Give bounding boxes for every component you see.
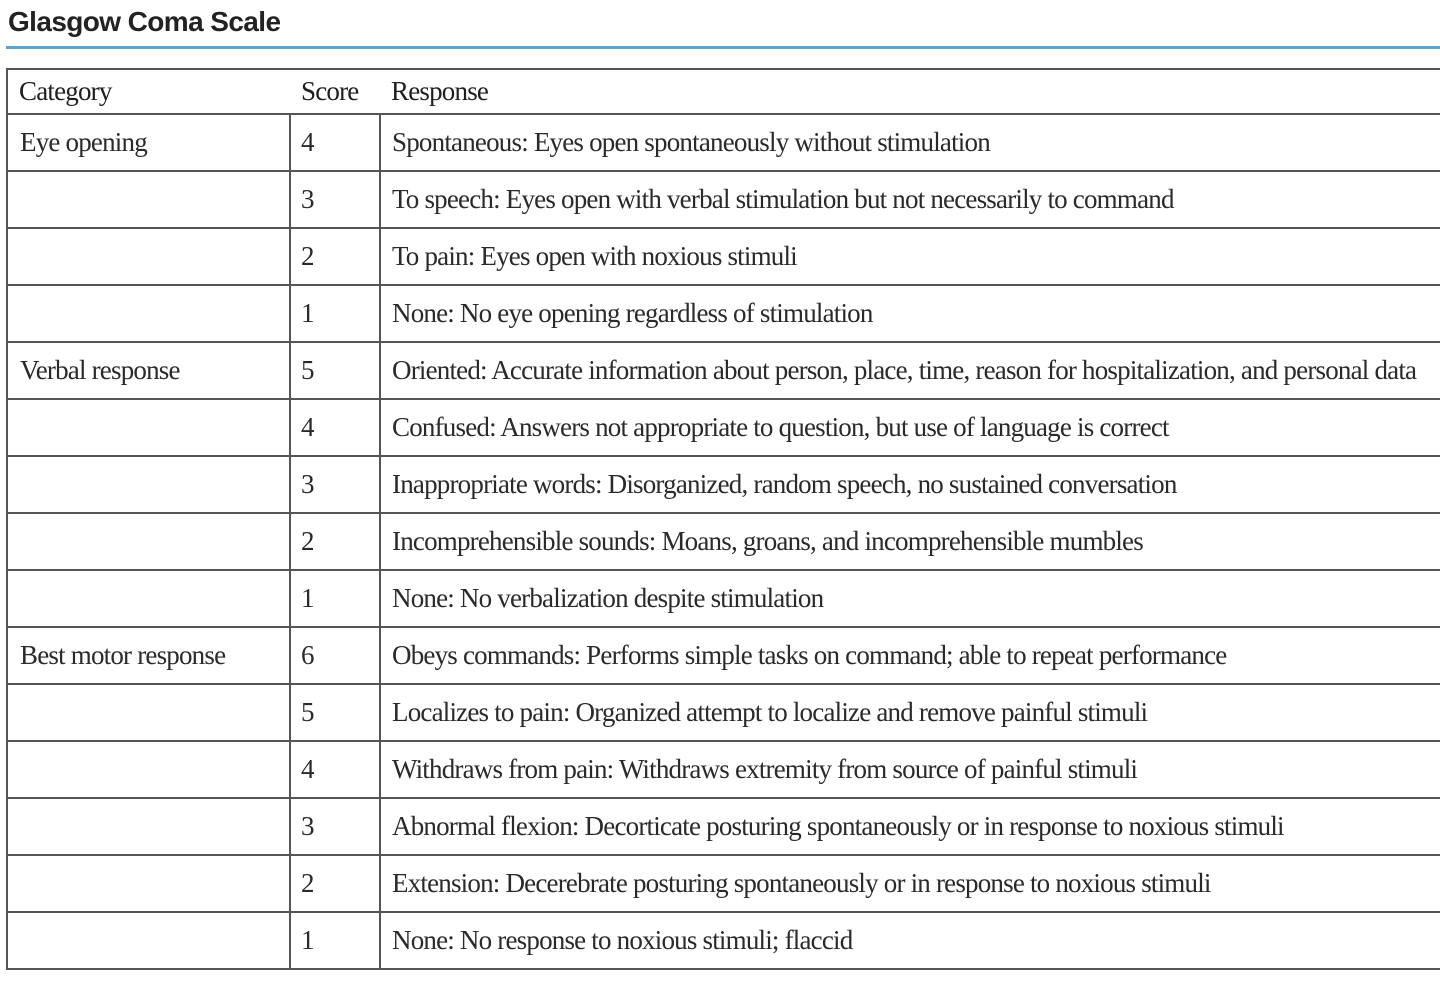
score-cell: 1 <box>290 285 380 342</box>
category-cell <box>7 684 290 741</box>
table-row <box>7 114 1440 171</box>
response-cell: Oriented: Accurate information about person, place, time, reason for hospitalization, and personal data <box>380 342 1440 399</box>
table-row <box>7 855 1440 912</box>
response-cell: Extension: Decerebrate posturing spontaneously or in response to noxious stimuli <box>380 855 1440 912</box>
table-row <box>7 171 1440 228</box>
response-cell: Spontaneous: Eyes open spontaneously without stimulation <box>380 114 1440 171</box>
category-cell <box>7 912 290 969</box>
score-cell: 2 <box>290 855 380 912</box>
response-cell: To pain: Eyes open with noxious stimuli <box>380 228 1440 285</box>
score-cell: 6 <box>290 627 380 684</box>
category-cell <box>7 285 290 342</box>
response-cell: None: No eye opening regardless of stimulation <box>380 285 1440 342</box>
table-row <box>7 228 1440 285</box>
table-row <box>7 912 1440 969</box>
column-header-score: Score <box>290 69 380 114</box>
response-cell: Inappropriate words: Disorganized, random speech, no sustained conversation <box>380 456 1440 513</box>
column-header-category: Category <box>7 69 290 114</box>
table-row <box>7 456 1440 513</box>
response-cell: Obeys commands: Performs simple tasks on command; able to repeat performance <box>380 627 1440 684</box>
table-body <box>7 114 1440 969</box>
title-divider <box>6 46 1440 49</box>
table-row <box>7 627 1440 684</box>
table-row <box>7 285 1440 342</box>
score-cell: 1 <box>290 570 380 627</box>
table-row <box>7 570 1440 627</box>
score-cell: 4 <box>290 399 380 456</box>
category-cell <box>7 456 290 513</box>
category-cell <box>7 228 290 285</box>
table-row <box>7 342 1440 399</box>
score-cell: 5 <box>290 342 380 399</box>
category-cell <box>7 513 290 570</box>
category-cell <box>7 855 290 912</box>
score-cell: 2 <box>290 228 380 285</box>
page-title: Glasgow Coma Scale <box>8 6 281 37</box>
category-cell <box>7 741 290 798</box>
score-cell: 2 <box>290 513 380 570</box>
score-cell: 4 <box>290 114 380 171</box>
category-cell <box>7 798 290 855</box>
response-cell: None: No verbalization despite stimulation <box>380 570 1440 627</box>
score-cell: 3 <box>290 456 380 513</box>
response-cell: Localizes to pain: Organized attempt to localize and remove painful stimuli <box>380 684 1440 741</box>
category-cell <box>7 570 290 627</box>
response-cell: To speech: Eyes open with verbal stimulation but not necessarily to command <box>380 171 1440 228</box>
category-cell: Best motor response <box>7 627 290 684</box>
response-cell: Withdraws from pain: Withdraws extremity from source of painful stimuli <box>380 741 1440 798</box>
column-header-response: Response <box>380 69 1440 114</box>
response-cell: Incomprehensible sounds: Moans, groans, and incomprehensible mumbles <box>380 513 1440 570</box>
category-cell: Verbal response <box>7 342 290 399</box>
table-row <box>7 741 1440 798</box>
score-cell: 4 <box>290 741 380 798</box>
table-row <box>7 513 1440 570</box>
score-cell: 3 <box>290 171 380 228</box>
score-cell: 1 <box>290 912 380 969</box>
table-row <box>7 399 1440 456</box>
response-cell: None: No response to noxious stimuli; flaccid <box>380 912 1440 969</box>
response-cell: Abnormal flexion: Decorticate posturing spontaneously or in response to noxious stimuli <box>380 798 1440 855</box>
score-cell: 5 <box>290 684 380 741</box>
gcs-table <box>6 68 1440 970</box>
response-cell: Confused: Answers not appropriate to question, but use of language is correct <box>380 399 1440 456</box>
category-cell <box>7 171 290 228</box>
score-cell: 3 <box>290 798 380 855</box>
table-row <box>7 798 1440 855</box>
category-cell: Eye opening <box>7 114 290 171</box>
category-cell <box>7 399 290 456</box>
table-row <box>7 684 1440 741</box>
table-header-row <box>7 69 1440 114</box>
